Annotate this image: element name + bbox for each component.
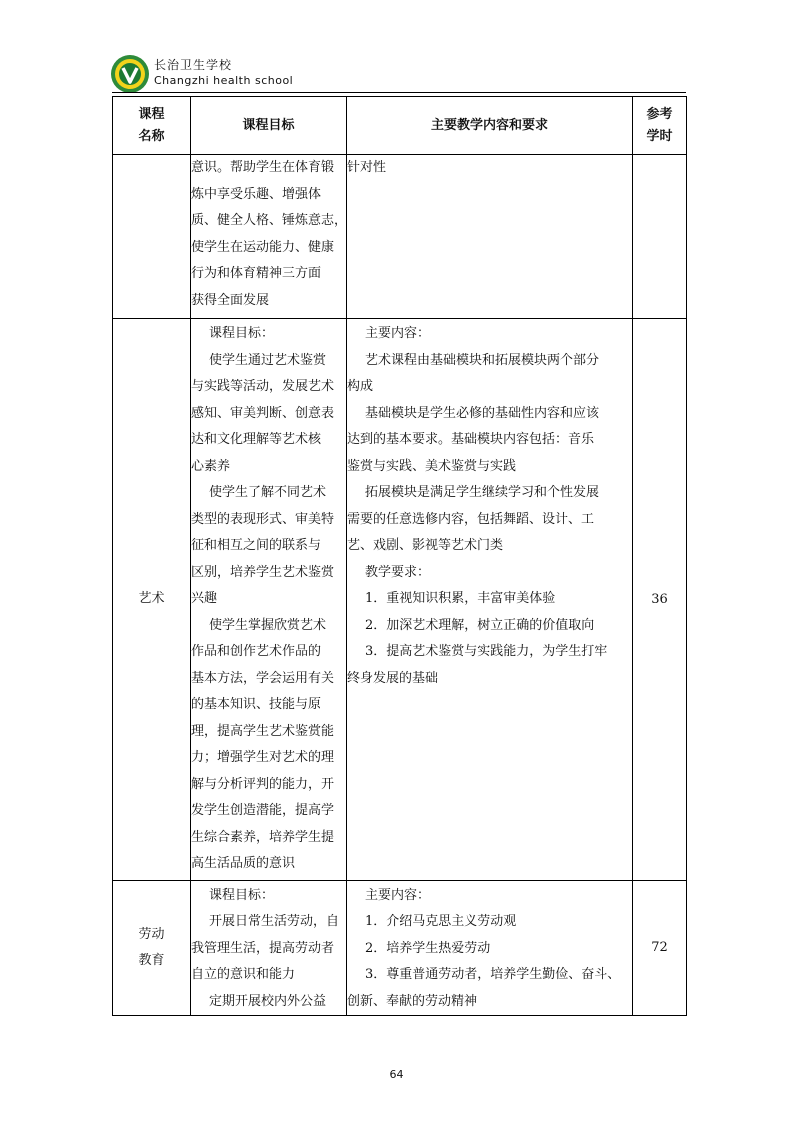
course-content-line: 3．提高艺术鉴赏与实践能力，为学生打牢: [365, 644, 608, 659]
course-goal-cell: [191, 319, 347, 881]
course-goal-line: 定期开展校内外公益: [209, 993, 327, 1009]
header-hours-line2: 学时: [646, 128, 673, 144]
course-goal-line: 生综合素养，培养学生提: [191, 829, 335, 845]
course-content-line: 艺术课程由基础模块和拓展模块两个部分: [365, 352, 600, 368]
course-goal-line: 力；增强学生对艺术的理: [191, 750, 335, 765]
school-logo-icon: [110, 54, 150, 94]
header-course-content: 主要教学内容和要求: [347, 97, 633, 155]
course-goal-line: 使学生掌握欣赏艺术: [209, 617, 327, 633]
course-hours-cell: 72: [633, 880, 687, 1016]
course-goal-line: 兴趣: [191, 591, 218, 606]
course-goal-cell: [191, 880, 347, 1016]
course-content-line: 1．介绍马克思主义劳动观: [365, 914, 517, 929]
course-content-line: 达到的基本要求。基础模块内容包括：音乐: [347, 432, 595, 447]
course-content-line: 2．加深艺术理解，树立正确的价值取向: [365, 617, 595, 633]
course-goal-line: 发学生创造潜能，提高学: [191, 803, 335, 818]
course-content-line: 鉴赏与实践、美术鉴赏与实践: [347, 458, 517, 474]
course-name-line: 教育: [138, 952, 165, 968]
course-goal-line: 使学生在运动能力、健康: [191, 239, 335, 255]
course-goal-line: 质、健全人格、锤炼意志，: [191, 213, 348, 228]
course-content-line: 需要的任意选修内容，包括舞蹈、设计、工: [347, 511, 595, 527]
course-goal-line: 心素养: [191, 458, 231, 474]
course-name-line: 劳动: [138, 926, 165, 942]
table-row: [113, 319, 687, 881]
course-goal-line: 基本方法，学会运用有关: [191, 670, 335, 686]
course-name-line: 艺术: [138, 591, 165, 607]
course-goal-line: 开展日常生活劳动，自: [209, 914, 340, 929]
course-goal-line: 的基本知识、技能与原: [191, 697, 322, 712]
course-hours-cell: [633, 155, 687, 319]
course-goal-line: 区别，培养学生艺术鉴赏: [191, 564, 335, 580]
header-divider: [112, 92, 686, 93]
course-name-cell: [113, 319, 191, 881]
curriculum-table: [112, 96, 687, 1016]
course-content-line: 终身发展的基础: [347, 670, 439, 686]
course-goal-line: 课程目标：: [209, 326, 275, 341]
course-goal-line: 炼中享受乐趣、增强体: [191, 186, 322, 202]
course-goal-line: 使学生通过艺术鉴赏: [209, 352, 327, 368]
school-name-en: Changzhi health school: [154, 74, 294, 87]
course-content-line: 主要内容：: [365, 887, 431, 903]
header-course-name: [113, 97, 191, 155]
header-course-goal: 课程目标: [191, 97, 347, 155]
course-content-line: 1．重视知识积累，丰富审美体验: [365, 591, 556, 606]
course-goal-line: 使学生了解不同艺术: [209, 485, 327, 500]
course-content-line: 拓展模块是满足学生继续学习和个性发展: [365, 485, 600, 500]
course-goal-line: 意识。帮助学生在体育锻: [191, 160, 335, 175]
header-course-name-line2: 名称: [138, 128, 165, 144]
table-header-row: [113, 97, 687, 155]
course-goal-line: 达和文化理解等艺术核: [191, 432, 322, 447]
course-name-cell: [113, 155, 191, 319]
course-goal-line: 作品和创作艺术作品的: [191, 644, 322, 659]
course-goal-line: 行为和体育精神三方面: [191, 266, 322, 281]
course-content-cell: [347, 155, 633, 319]
course-content-line: 针对性: [347, 160, 387, 175]
table-row: [113, 155, 687, 319]
school-name-cn: 长治卫生学校: [154, 58, 233, 72]
header-course-name-line1: 课程: [138, 106, 165, 122]
course-content-line: 创新、奉献的劳动精神: [347, 993, 478, 1009]
course-content-cell: [347, 319, 633, 881]
course-goal-line: 课程目标：: [209, 887, 275, 903]
course-goal-line: 征和相互之间的联系与: [191, 538, 322, 553]
course-goal-line: 自立的意识和能力: [191, 967, 296, 982]
course-content-line: 主要内容：: [365, 326, 431, 341]
header-course-hours: [633, 97, 687, 155]
course-goal-line: 解与分析评判的能力，开: [191, 776, 335, 792]
course-content-cell: [347, 880, 633, 1016]
header-hours-line1: 参考: [646, 106, 673, 122]
table-row: [113, 880, 687, 1016]
course-goal-line: 感知、审美判断、创意表: [191, 405, 335, 421]
course-name-cell: [113, 880, 191, 1016]
course-goal-line: 获得全面发展: [191, 292, 270, 308]
course-goal-line: 高生活品质的意识: [191, 856, 296, 871]
course-content-line: 教学要求：: [365, 564, 431, 580]
course-goal-line: 我管理生活，提高劳动者: [191, 940, 335, 956]
course-content-line: 构成: [347, 379, 374, 394]
course-goal-line: 与实践等活动，发展艺术: [191, 379, 335, 394]
course-content-line: 艺、戏剧、影视等艺术门类: [347, 538, 504, 553]
course-content-line: 基础模块是学生必修的基础性内容和应该: [365, 405, 600, 421]
course-goal-line: 类型的表现形式、审美特: [191, 511, 335, 527]
course-content-line: 3．尊重普通劳动者，培养学生勤俭、奋斗、: [365, 967, 621, 982]
page-number: 64: [389, 1068, 404, 1081]
course-content-line: 2．培养学生热爱劳动: [365, 940, 491, 956]
course-goal-cell: [191, 155, 347, 319]
course-goal-line: 理，提高学生艺术鉴赏能: [191, 723, 335, 739]
course-hours-cell: 36: [633, 319, 687, 881]
